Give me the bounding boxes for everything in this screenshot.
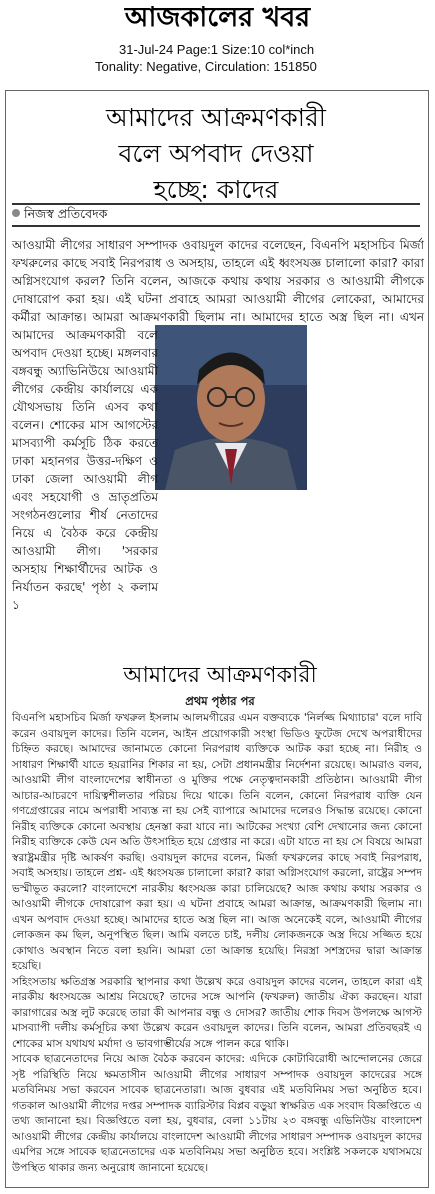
- bullet-icon: [12, 209, 20, 217]
- headline-line-2: বলে অপবাদ দেওয়া: [118, 139, 314, 168]
- lead-text: [12, 236, 424, 614]
- clipping-meta-line2: Tonality: Negative, Circulation: 151850: [95, 59, 317, 74]
- newspaper-logo: আজকালের খবর: [124, 2, 311, 33]
- photo-float-spacer: [158, 416, 424, 586]
- continuation-paragraph: সহিংসতায় ক্ষতিগ্রস্ত সরকারি স্থাপনার কথা উল্লেখ করে ওবায়দুল কাদের বলেন, তাহলে কারা এই নারকীয় ধ্বংসযজ্ঞে আশ্রয় নিয়েছে? তাদের সঙ্গে আপনি (ফখরুল) জাতীয় ঐক্য করছেন। যারা কারাগারের অস্ত্র লুট করেছে তারা কী আপনার বন্ধু ও দোসর? জাতীয় শোক দিবস উপলক্ষে আগস্ট মাসব্যাপী দলীয় কর্মসূচির কথা উল্লেখ করেন ওবায়দুল কাদের। তিনি বলেন, আমরা প্রতিবছরই এ শোকের মাস যথাযথ মর্যাদা ও ভাবগাম্ভীর্যের সঙ্গে পালন করে থাকি।: [12, 975, 422, 1050]
- clipping-meta: [95, 41, 425, 75]
- byline-text: নিজস্ব প্রতিবেদক: [24, 206, 108, 221]
- continuation-paragraph: বিএনপি মহাসচিব মির্জা ফখরুল ইসলাম আলমগীরের এমন বক্তব্যকে 'নির্লজ্জ মিথ্যাচার' বলে দাবি করেন ওবায়দুল কাদের। তিনি বলেন, আইন প্রয়োগকারী সংস্থা ভিডিও ফুটেজ দেখে অপরাধীদের চিহ্নিত করছে। আমাদের জানামতে কোনো নিরপরাধ ব্যক্তিকে আটক করা হচ্ছে না। নিরীহ ও সাধারণ শিক্ষার্থী যাতে হয়রানির শিকার না হয়, সেটা প্রধানমন্ত্রীর নির্দেশনা রয়েছে। আমরাও বলব, আওয়ামী লীগ বাংলাদেশের স্বাধীনতা ও মুক্তির পক্ষে নেতৃত্বদানকারী প্রতিষ্ঠান। আওয়ামী লীগ আচার-আচরণে দায়িত্বশীলতার পরিচয় দিয়ে থাকে। তিনি বলেন, কোনো নিরপরাধ ব্যক্তি যেন গণগ্রেপ্তারের নামে অপরাধী সাব্যস্ত না হয় সেই ব্যাপারে আমাদের দলেরও সিদ্ধান্ত রয়েছে। কোনো নিরীহ ব্যক্তিকে কোনো অবস্থায় হেনস্তা করা যাবে না। আটকের সংখ্যা বেশি দেখানোর জন্য কোনো নিরীহ ব্যক্তিকে কেউ যেন অতি উৎসাহিত হয়ে গ্রেপ্তার না করে। এটা যাতে না হয় সে বিষয়ে আমরা স্বরাষ্ট্রমন্ত্রীর দৃষ্টি আকর্ষণ করছি। ওবায়দুল কাদের বলেন, মির্জা ফখরুলের কাছে সবাই নিরপরাধ, সবাই অসহায়। তাহলে প্রশ্ন- এই ধ্বংসযজ্ঞ চালালো কারা? কারা অগ্নিসংযোগ করলো, রাষ্ট্রের সম্পদ ভস্মীভূত করলো? বাংলাদেশে নারকীয় ধ্বংসযজ্ঞ কারা চালিয়েছে? আজ কথায় কথায় সরকার ও আওয়ামী লীগকে দোষারোপ করা হয়। এ ঘটনা প্রবাহে আমরা আক্রান্ত, আক্রমণকারী ছিলাম না। এখন অপবাদ দেওয়া হচ্ছে। আমাদের হাতে অস্ত্র ছিল না। আজ অনেকেই বলে, আওয়ামী লীগের লোকজন কম ছিল, অনুপস্থিত ছিল। আমি বলতে চাই, দলীয় লোকজনকে অস্ত্র দিয়ে সজ্জিত হয়ে কোথাও অবস্থান নিতে বলা হয়নি। আমরা তো আক্রান্ত হয়েছি। নিরস্ত্রা সশস্ত্রদের দ্বারা আক্রান্ত হয়েছি।: [12, 712, 422, 972]
- headline-line-3: হচ্ছে: কাদের: [153, 175, 279, 204]
- masthead: [0, 0, 435, 38]
- byline: [12, 206, 107, 226]
- byline-rule-bottom: [12, 225, 420, 227]
- lead-paragraph: আওয়ামী লীগের সাধারণ সম্পাদক ওবায়দুল কাদের বলেছেন, বিএনপি মহাসচিব মির্জা ফখরুলের কাছে সবাই নিরপরাধ ও অসহায়, তাহলে এই ধ্বংসযজ্ঞ চালালো কারা? কারা অগ্নিসংযোগ করল? তিনি বলেন, আজকে কথায় কথায় সরকার ও আওয়ামী লীগকে দোষারোপ করা হয়। এই ঘটনা প্রবাহে আমরা আওয়ামী লীগের লোকেরা, আমাদের কর্মীরা আক্রান্ত। আমরা আক্রমণকারী ছিলাম না। আমাদের হাতে অস্ত্র ছিল না। এখন আমাদের আক্রমণকারী বলে অপবাদ দেওয়া হচ্ছে। মঙ্গলবার বঙ্গবন্ধু অ্যাভিনিউয়ে আওয়ামী লীগের কেন্দ্রীয় কার্যালয়ে এক যৌথসভায় তিনি এসব কথা বলেন। শোকের মাস আগস্টের মাসব্যাপী কর্মসূচি ঠিক করতে ঢাকা মহানগর উত্তর-দক্ষিণ ও ঢাকা জেলা আওয়ামী লীগ এবং সহযোগী ও ভ্রাতৃপ্রতিম সংগঠনগুলোর শীর্ষ নেতাদের নিয়ে এ বৈঠক করে কেন্দ্রীয় আওয়ামী লীগ। 'সরকার অসহায় শিক্ষার্থীদের আটক ও নির্যাতন করছে' পৃষ্ঠা ২ কলাম ১: [12, 238, 424, 612]
- byline-rule-top: [12, 203, 420, 205]
- headline: [14, 100, 418, 208]
- continuation-subhead: প্রথম পৃষ্ঠার পর: [185, 694, 255, 708]
- headline-line-1: আমাদের আক্রমণকারী: [106, 103, 326, 132]
- continuation-body: [12, 711, 422, 1176]
- continuation-headline: আমাদের আক্রমণকারী: [123, 663, 317, 688]
- continuation-paragraph: সাবেক ছাত্রনেতাদের নিয়ে আজ বৈঠক করবেন কাদের: এদিকে কোটাবিরোধী আন্দোলনের জেরে সৃষ্ট পরিস্থিতি নিয়ে ক্ষমতাসীন আওয়ামী লীগের সাধারণ সম্পাদক ওবায়দুল কাদেরের সঙ্গে মতবিনিময় সভা করবেন সাবেক ছাত্রনেতারা। আজ বুধবার এই মতবিনিময় সভা অনুষ্ঠিত হবে। গতকাল আওয়ামী লীগের দপ্তর সম্পাদক ব্যারিস্টার বিপ্লব বড়ুয়া স্বাক্ষরিত এক সংবাদ বিজ্ঞপ্তিতে এ তথ্য জানানো হয়। বিজ্ঞপ্তিতে বলা হয়, বুধবার, বেলা ১১টায় ২৩ বঙ্গবন্ধু এভিনিউয় বাংলাদেশ আওয়ামী লীগের কেন্দ্রীয় কার্যালয়ে বাংলাদেশ আওয়ামী লীগের সাধারণ সম্পাদক ওবায়দুল কাদের এমপির সঙ্গে সাবেক ছাত্রনেতাদের এক মতবিনিময় সভা অনুষ্ঠিত হবে। সংশ্লিষ্ট সকলকে যথাসময়ে উপস্থিত থাকার জন্য অনুরোধ জানানো হয়েছে।: [12, 1053, 422, 1174]
- clipping-meta-line1: 31-Jul-24 Page:1 Size:10 col*inch: [119, 42, 315, 57]
